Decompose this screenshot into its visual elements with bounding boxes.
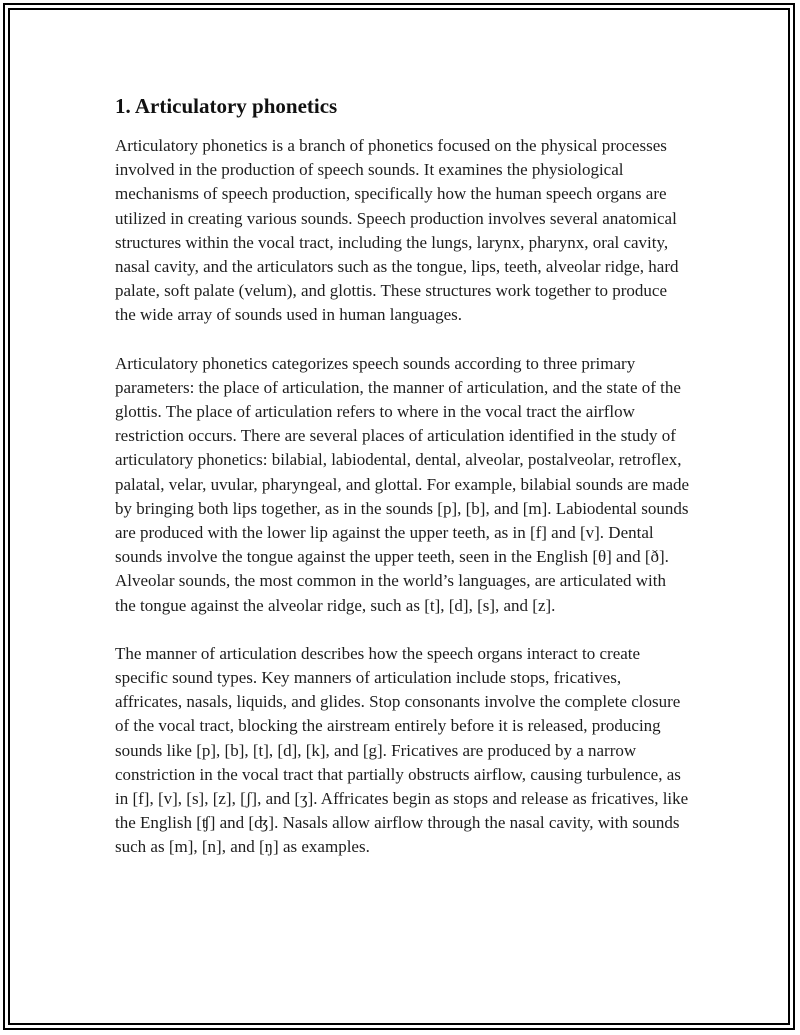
paragraph-articulatory-overview: Articulatory phonetics is a branch of phonetics focused on the physical processes involved in the production of speech sounds. It examines the physiological mechanisms of speech production, specifically how the human speech organs are utilized in creating various sounds. Speech production involves several anatomical structures within the vocal tract, including the lungs, larynx, pharynx, oral cavity, nasal cavity, and the articulators such as the tongue, lips, teeth, alveolar ridge, hard palate, soft palate (velum), and glottis. These structures work together to produce the wide array of sounds used in human languages. <box>115 136 679 325</box>
paragraph-manner-of-articulation: The manner of articulation describes how the speech organs interact to create specific sound types. Key manners of articulation include stops, fricatives, affricates, nasals, liquids, and glides. Stop consonants involve the complete closure of the vocal tract, blocking the airstream entirely before it is released, producing sounds like [p], [b], [t], [d], [k], and [g]. Fricatives are produced by a narrow constriction in the vocal tract that partially obstructs airflow, causing turbulence, as in [f], [v], [s], [z], [ʃ], and [ʒ]. Affricates begin as stops and release as fricatives, like the English [ʧ] and [ʤ]. Nasals allow airflow through the nasal cavity, with sounds such as [m], [n], and [ŋ] as examples. <box>115 643 689 857</box>
section-heading: 1. Articulatory phonetics <box>115 94 338 118</box>
paragraph-place-of-articulation: Articulatory phonetics categorizes speech sounds according to three primary parameters: the place of articulation, the manner of articulation, and the state of the glottis. The place of articulation refers to where in the vocal tract the airflow restriction occurs. There are several places of articulation identified in the study of articulatory phonetics: bilabial, labiodental, dental, alveolar, postalveolar, retroflex, palatal, velar, uvular, pharyngeal, and glottal. For example, bilabial sounds are made by bringing both lips together, as in the sounds [p], [b], and [m]. Labiodental sounds are produced with the lower lip against the upper teeth, as in [f] and [v]. Dental sounds involve the tongue against the upper teeth, seen in the English [θ] and [ð]. Alveolar sounds, the most common in the world’s languages, are articulated with the tongue against the alveolar ridge, such as [t], [d], [s], and [z]. <box>115 353 690 615</box>
document-body <box>115 92 690 884</box>
